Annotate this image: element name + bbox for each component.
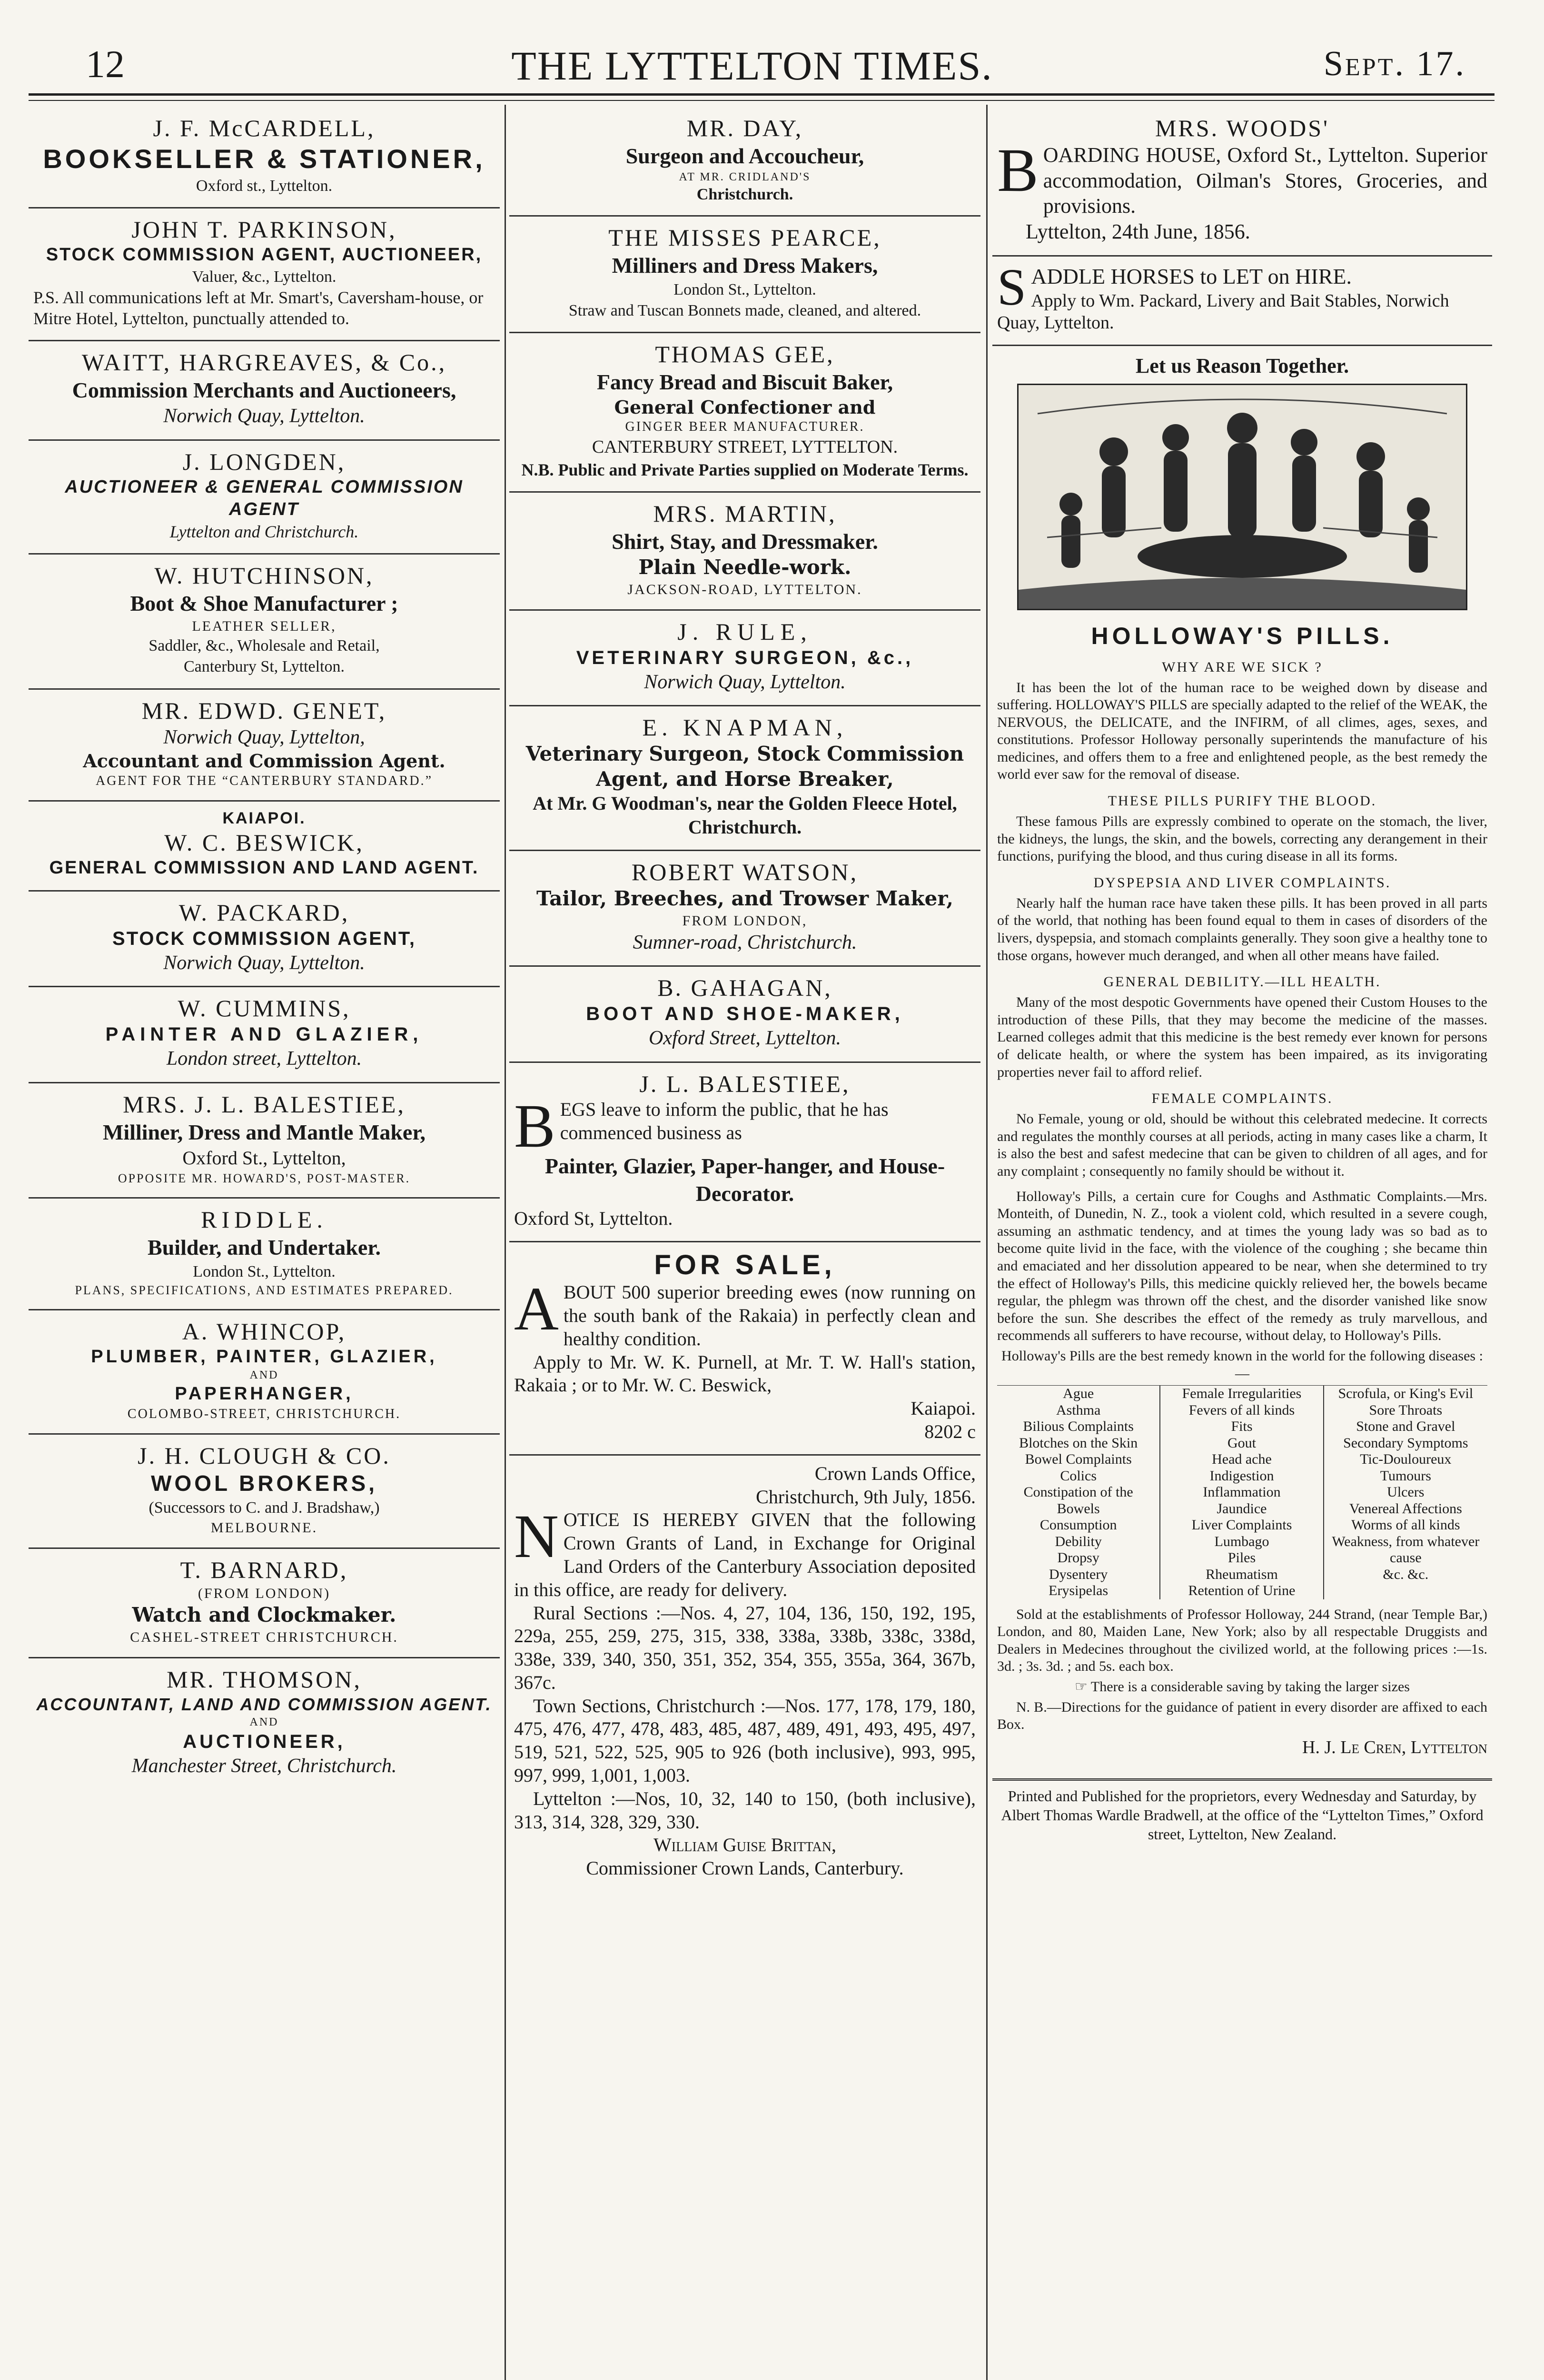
holloway-paragraph: Nearly half the human race have taken these pills. It has been proved in all parts of the world, that nothing has been found equal to them in cases of disorders of the livers, dyspepsia, and stomach complaints generally. They soon give a healthy tone to those organs, however much deranged, and when all other means have failed. [997,895,1487,963]
drop-cap: A [514,1275,559,1344]
ad-trade: VETERINARY SURGEON, &c., [576,647,914,668]
column-divider-2 [986,105,988,2380]
disease-item: Blotches on the Skin [1019,1435,1138,1451]
ad-line: OPPOSITE MR. HOWARD'S, POST-MASTER. [118,1171,411,1186]
ad-address: Manchester Street, Christchurch. [131,1755,397,1777]
ad-address: Oxford Street, Lyttelton. [649,1027,841,1050]
issue-date: Sept. 17. [1323,44,1466,83]
holloway-paragraph: These famous Pills are expressly combined to operate on the stomach, the liver, the kidneys, the lungs, the skin, and the bowels, correcting any derangement in their functions, purifying the blood, and thus curing disease in all its forms. [997,813,1487,864]
holloway-list-intro: Holloway's Pills are the best remedy known in the world for the following diseases :— [1001,1348,1483,1381]
disease-item: Worms of all kinds [1351,1517,1460,1533]
notice-rural-sections: Rural Sections :—Nos. 4, 27, 104, 136, 150, 192, 195, 229a, 255, 259, 275, 315, 338, 338a, 338b, 338c, 338d, 338e, 339, 340, 350, 351, 352, 354, 355, 355a, 364, 367b, 367c. [514,1602,976,1693]
ad-line: Valuer, &c., Lyttelton. [192,268,337,286]
ad-beswick [29,802,500,892]
notice-signatory-title: Commissioner Crown Lands, Canterbury. [586,1857,904,1879]
ad-name: W. HUTCHINSON, [154,562,374,589]
ad-name: ROBERT WATSON, [631,859,859,886]
ad-trade: PAPERHANGER, [175,1384,354,1404]
ad-trade: Shirt, Stay, and Dressmaker. [612,529,878,554]
disease-item: Tumours [1380,1468,1431,1484]
ad-address: London St., Lyttelton. [673,280,816,298]
ad-address: Sumner-road, Christchurch. [633,931,857,953]
disease-item: Tic-Douloureux [1360,1451,1452,1468]
ad-line: PLANS, SPECIFICATIONS, AND ESTIMATES PREPARED. [75,1283,454,1297]
ad-date: Lyttelton, 24th June, 1856. [1026,220,1250,244]
ad-trade: PAINTER AND GLAZIER, [105,1024,423,1045]
notice-signatory: William Guise Brittan, [653,1834,836,1856]
ad-body: Apply to Wm. Packard, Livery and Bait Stables, Norwich Quay, Lyttelton. [997,290,1449,333]
disease-column-2 [1160,1386,1324,1599]
printer-imprint: Printed and Published for the proprietors, every Wednesday and Saturday, by Albert Thomas Wardle Bradwell, at the office of the “Lyttelton Times,” Oxford street, Lyttelton, New Zealand. [992,1778,1492,1844]
sale-contact: Apply to Mr. W. K. Purnell, at Mr. T. W. Hall's station, Rakaia ; or to Mr. W. C. Beswick, [514,1351,976,1396]
ad-trade: Surgeon and Accoucheur, [625,144,864,168]
disease-item: Lumbago [1214,1533,1269,1549]
column-2 [509,107,980,2380]
disease-column-1 [997,1386,1160,1599]
ad-address: CANTERBURY STREET, LYTTELTON. [592,437,898,457]
holloway-heading: Let us Reason Together. [1135,354,1349,377]
ad-day [509,107,980,217]
ad-trade: Tailor, Breeches, and Trowser Maker, [536,887,954,911]
ad-line: (Successors to C. and J. Bradshaw,) [148,1498,380,1517]
sale-body: BOUT 500 superior breeding ewes (now running on the south bank of the Rakaia) in perfectly clean and healthy condition. [563,1281,976,1349]
header-rule [29,93,1495,96]
ad-name: B. GAHAGAN, [657,974,832,1002]
holloway-subhead: DYSPEPSIA AND LIVER COMPLAINTS. [1093,874,1391,891]
ad-trade: STOCK COMMISSION AGENT, [112,928,416,949]
ad-for-sale [509,1242,980,1456]
ad-name: WAITT, HARGREAVES, & Co., [81,348,447,376]
ad-holloways-pills [992,346,1492,1772]
ad-address: Norwich Quay, Lyttelton. [163,952,365,974]
ad-line: AND [249,1369,279,1382]
ad-address: JACKSON-ROAD, LYTTELTON. [627,581,862,597]
notice-lyttelton-sections: Lyttelton :—Nos, 10, 32, 140 to 150, (both inclusive), 313, 314, 328, 329, 330. [514,1787,976,1833]
holloway-paragraph: Many of the most despotic Governments have opened their Custom Houses to the introduction of these Pills, that they may become the medicine of the masses. Learned colleges admit that this medicine is the best remedy ever known for persons of delicate health, or where the system has been impaired, as its invigorating properties never fail to afford relief. [997,994,1487,1080]
disease-item: Piles [1227,1550,1256,1566]
disease-item: Indigestion [1209,1468,1274,1484]
ad-line: Straw and Tuscan Bonnets made, cleaned, and altered. [568,301,921,319]
ad-line: LEATHER SELLER, [192,618,337,635]
ad-address: Oxford st., Lyttelton. [196,177,333,195]
disease-item: Bilious Complaints [1023,1418,1134,1435]
column-3 [992,107,1492,2380]
ad-riddle [29,1199,500,1310]
ad-address: Canterbury St, Lyttelton. [183,658,345,676]
disease-item: Gout [1227,1435,1256,1451]
ad-waitt [29,341,500,441]
ad-name: THE MISSES PEARCE, [608,224,881,251]
ad-line: AND [249,1716,279,1728]
ad-trade: Accountant and Commission Agent. [83,750,445,772]
ad-genet [29,690,500,802]
ad-address: Lyttelton and Christchurch. [169,522,359,541]
disease-item: Stone and Gravel [1356,1418,1455,1435]
ad-barnard [29,1549,500,1658]
disease-item: Colics [1060,1468,1097,1484]
ad-address: Oxford St., Lyttelton, [182,1147,346,1169]
ad-parkinson [29,208,500,341]
ad-heading: ADDLE HORSES to LET on HIRE. [1031,264,1352,288]
ad-trade: AUCTIONEER & GENERAL COMMISSION AGENT [65,476,464,520]
disease-item: Ulcers [1387,1484,1425,1500]
ad-name: T. BARNARD, [180,1557,348,1583]
sale-place: Kaiapoi. [911,1398,976,1419]
ad-address: COLOMBO-STREET, CHRISTCHURCH. [127,1406,401,1421]
ad-address: Oxford St, Lyttelton. [514,1208,673,1230]
header-rule-thin [29,100,1495,101]
disease-item: Retention of Urine [1188,1583,1296,1599]
ad-body: OARDING HOUSE, Oxford St., Lyttelton. Superior accommodation, Oilman's Stores, Groceries, and provisions. [1043,143,1487,218]
disease-table [997,1385,1487,1599]
ad-name: E. KNAPMAN, [642,714,848,741]
ad-crown-lands [509,1456,980,1891]
ad-name: J. L. BALESTIEE, [639,1070,851,1097]
ad-thomson [29,1658,500,1789]
ad-trade: Milliners and Dress Makers, [612,253,878,278]
ad-note: P.S. All communications left at Mr. Smart's, Caversham-house, or Mitre Hotel, Lyttelton, punctually attended to. [33,288,484,328]
ad-name: RIDDLE. [201,1206,327,1233]
ad-name: JOHN T. PARKINSON, [131,216,397,243]
ad-address: MELBOURNE. [210,1520,318,1536]
disease-item: Sore Throats [1369,1402,1443,1418]
ad-note: N.B. Public and Private Parties supplied on Moderate Terms. [521,460,969,479]
drop-cap: N [514,1502,559,1571]
ad-trade: Watch and Clockmaker. [132,1603,396,1626]
notice-town-sections: Town Sections, Christchurch :—Nos. 177, 178, 179, 180, 475, 476, 477, 478, 483, 485, 487, 489, 491, 493, 495, 497, 519, 521, 522, 525, 905 to 926 (both inclusive), 993, 995, 997, 999, 1,001, 1,003. [514,1695,976,1786]
ad-name: MRS. J. L. BALESTIEE, [123,1091,406,1118]
ad-gee [509,333,980,493]
ad-line: (FROM LONDON) [198,1586,331,1601]
ad-trade: Builder, and Undertaker. [148,1235,381,1260]
ad-whincop [29,1310,500,1435]
ad-name: J. H. CLOUGH & CO. [138,1442,391,1469]
ad-trade: AUCTIONEER, [183,1731,346,1752]
disease-item: Rheumatism [1206,1566,1278,1582]
disease-item: Weakness, from whatever cause [1332,1533,1480,1566]
drop-cap: B [514,1091,555,1160]
disease-item: Scrofula, or King's Evil [1338,1386,1474,1402]
ad-address: Norwich Quay, Lyttelton. [163,405,365,427]
column-divider-1 [505,105,506,2380]
disease-item: &c. &c. [1383,1566,1429,1582]
ad-trade: BOOKSELLER & STATIONER, [43,144,485,174]
ad-address: CASHEL-STREET CHRISTCHURCH. [130,1629,398,1645]
column-1 [29,107,500,2380]
disease-item: Dysentery [1049,1566,1108,1582]
ad-place: KAIAPOI. [222,809,306,827]
ad-trade: WOOL BROKERS, [151,1471,377,1496]
ad-line: GINGER BEER MANUFACTURER. [625,419,865,435]
ad-name: J. RULE, [677,618,812,645]
holloway-subhead: WHY ARE WE SICK ? [1162,659,1323,675]
ad-name: MR. THOMSON, [167,1666,362,1693]
disease-item: Bowel Complaints [1025,1451,1132,1468]
ad-packard [29,892,500,988]
ad-trade: BOOT AND SHOE-MAKER, [586,1003,904,1025]
ad-name: W. CUMMINS, [178,995,351,1022]
ad-body: EGS leave to inform the public, that he has commenced business as [560,1098,889,1143]
sale-heading: FOR SALE, [654,1250,836,1281]
ad-trade: Commission Merchants and Auctioneers, [72,377,456,402]
ad-longden [29,441,500,555]
ad-address: London St., Lyttelton. [193,1262,336,1280]
ad-martin [509,493,980,611]
holloway-subhead: GENERAL DEBILITY.—ILL HEALTH. [1103,974,1381,990]
ad-line: Saddler, &c., Wholesale and Retail, [148,637,380,655]
disease-item: Head ache [1212,1451,1272,1468]
holloway-agent: H. J. Le Cren, Lyttelton [1302,1737,1487,1757]
ad-address: Christchurch. [696,185,793,203]
holloway-subhead: FEMALE COMPLAINTS. [1151,1091,1333,1107]
ad-knapman [509,706,980,851]
disease-item: Fits [1231,1418,1253,1435]
disease-item: Female Irregularities [1182,1386,1302,1402]
disease-item: Dropsy [1057,1550,1099,1566]
notice-body: OTICE IS HEREBY GIVEN that the following Crown Grants of Land, in Exchange for Original Land Orders of the Canterbury Association deposited in this office, are ready for delivery. [514,1509,976,1600]
holloway-paragraph: No Female, young or old, should be without this celebrated medecine. It corrects and regulates the monthly courses at all periods, acting in many cases like a charm, It is also the best and safest medecine that can be given to children of all ages, and for any complaint ; consequently no family should be without it. [997,1111,1487,1179]
notice-date: Christchurch, 9th July, 1856. [756,1486,976,1507]
ad-gahagan [509,967,980,1063]
ad-name: W. PACKARD, [178,899,350,926]
holloway-sold-at: Sold at the establishments of Professor Holloway, 244 Strand, (near Temple Bar,) London, and 80, Maiden Lane, New York; also by all respectable Druggists and Dealers in Medecines throughout the civilized world, at the following prices :—1s. 3d. ; 3s. 3d. ; and 5s. each box. [997,1606,1487,1675]
ad-address: London street, Lyttelton. [166,1048,362,1070]
ad-trade: Painter, Glazier, Paper-hanger, and House-Decorator. [544,1154,945,1206]
ad-address: Norwich Quay, Lyttelton, [163,726,365,748]
ad-address: Norwich Quay, Lyttelton. [644,671,846,693]
ad-cummins [29,987,500,1083]
ad-watson [509,851,980,967]
disease-item: Liver Complaints [1191,1517,1292,1533]
ad-line: AT MR. CRIDLAND'S [679,170,811,183]
disease-column-3 [1324,1386,1487,1599]
ad-address: At Mr. G Woodman's, near the Golden Fleece Hotel, Christchurch. [533,793,957,838]
ad-line: AGENT FOR THE “CANTERBURY STANDARD.” [95,773,433,788]
page-number: 12 [86,42,125,86]
newspaper-title: THE LYTTELTON TIMES. [511,43,993,89]
ad-trade: Milliner, Dress and Mantle Maker, [102,1120,426,1144]
masthead [38,33,1466,90]
disease-item: Consumption [1039,1517,1117,1533]
holloway-saving-note: ☞ There is a considerable saving by taking the larger sizes [1075,1678,1410,1695]
disease-item: Inflammation [1203,1484,1281,1500]
disease-item: Venereal Affections [1349,1500,1462,1517]
disease-item: Fevers of all kinds [1188,1402,1295,1418]
ad-name: A. WHINCOP, [182,1318,346,1345]
ad-trade: STOCK COMMISSION AGENT, AUCTIONEER, [46,245,483,265]
ad-rule [509,611,980,707]
ad-trade: ACCOUNTANT, LAND AND COMMISSION AGENT. [36,1694,492,1714]
disease-item: Constipation of the Bowels [1023,1484,1133,1517]
holloway-directions: N. B.—Directions for the guidance of patient in every disorder are affixed to each Box. [997,1699,1487,1733]
ad-balestiee-milliner [29,1083,500,1199]
ad-line: General Confectioner and [614,396,876,418]
holloway-subhead: THESE PILLS PURIFY THE BLOOD. [1108,793,1377,809]
disease-item: Erysipelas [1049,1583,1109,1599]
ad-name: J. LONGDEN, [182,448,346,475]
drop-cap: B [997,136,1039,205]
ad-line: FROM LONDON, [682,912,808,929]
ad-name: THOMAS GEE, [655,341,835,368]
ad-balestiee-painter [509,1063,980,1242]
ad-hutchinson [29,555,500,690]
ad-saddle-horses [992,257,1492,346]
disease-item: Jaundice [1217,1500,1267,1517]
disease-item: Debility [1055,1533,1102,1549]
disease-item: Secondary Symptoms [1343,1435,1468,1451]
ad-name: MR. DAY, [686,115,803,141]
holloway-paragraph: It has been the lot of the human race to be weighed down by disease and suffering. HOLLOWAY'S PILLS are specially adapted to the relief of the WEAK, the NERVOUS, the DELICATE, and the INFIRM, of all climes, ages, sexes, and constitutions. Professor Holloway personally superintends the manufacture of his medicines, and offers them to a free and enlightened people, as the best remedy the world ever saw for the removal of disease. [997,679,1487,783]
ad-trade: Fancy Bread and Biscuit Baker, [596,370,893,395]
ad-reference: 8202 c [924,1420,976,1442]
ad-pearce [509,217,980,333]
ad-name: MRS. MARTIN, [653,500,837,527]
ad-name: MR. EDWD. GENET, [141,697,387,724]
notice-office: Crown Lands Office, [814,1462,976,1484]
ad-trade: GENERAL COMMISSION AND LAND AGENT. [49,858,479,878]
ad-woods [992,107,1492,257]
drop-cap: S [997,258,1027,316]
holloway-engraving [1017,384,1467,610]
ad-line: Plain Needle-work. [638,555,851,579]
ad-name: MRS. WOODS' [1155,115,1330,141]
ad-trade: Boot & Shoe Manufacturer ; [130,591,398,615]
ad-name: W. C. BESWICK, [164,829,364,856]
disease-item: Ague [1063,1386,1094,1402]
holloway-testimonial: Holloway's Pills, a certain cure for Coughs and Asthmatic Complaints.—Mrs. Monteith, of Dunedin, N. Z., took a violent cold, which resulted in a severe cough, assuming an asthmatic tendency, and at times the young lady was so bad as to become quite livid in the face, with the violence of the coughing ; she became thin and emaciated and her dissolution appeared to be near, when she determined to try the effect of Holloway's Pills, this medicine quickly relieved her, the bowels became regular, the phlegm was thrown off the chest, and the disorder vanished like snow before the sun. She describes the effect of the remedy as truly marvellous, and recommends all sufferers to have recourse, without delay, to Holloway's Pills. [997,1188,1487,1344]
ad-trade: Veterinary Surgeon, Stock Commission Agent, and Horse Breaker, [525,742,964,791]
ad-name: J. F. McCARDELL, [153,115,376,141]
holloway-caption: HOLLOWAY'S PILLS. [1091,622,1394,649]
ad-clough [29,1435,500,1549]
disease-item: Asthma [1056,1402,1101,1418]
ad-mccardell [29,107,500,208]
ad-trade: PLUMBER, PAINTER, GLAZIER, [91,1346,437,1367]
